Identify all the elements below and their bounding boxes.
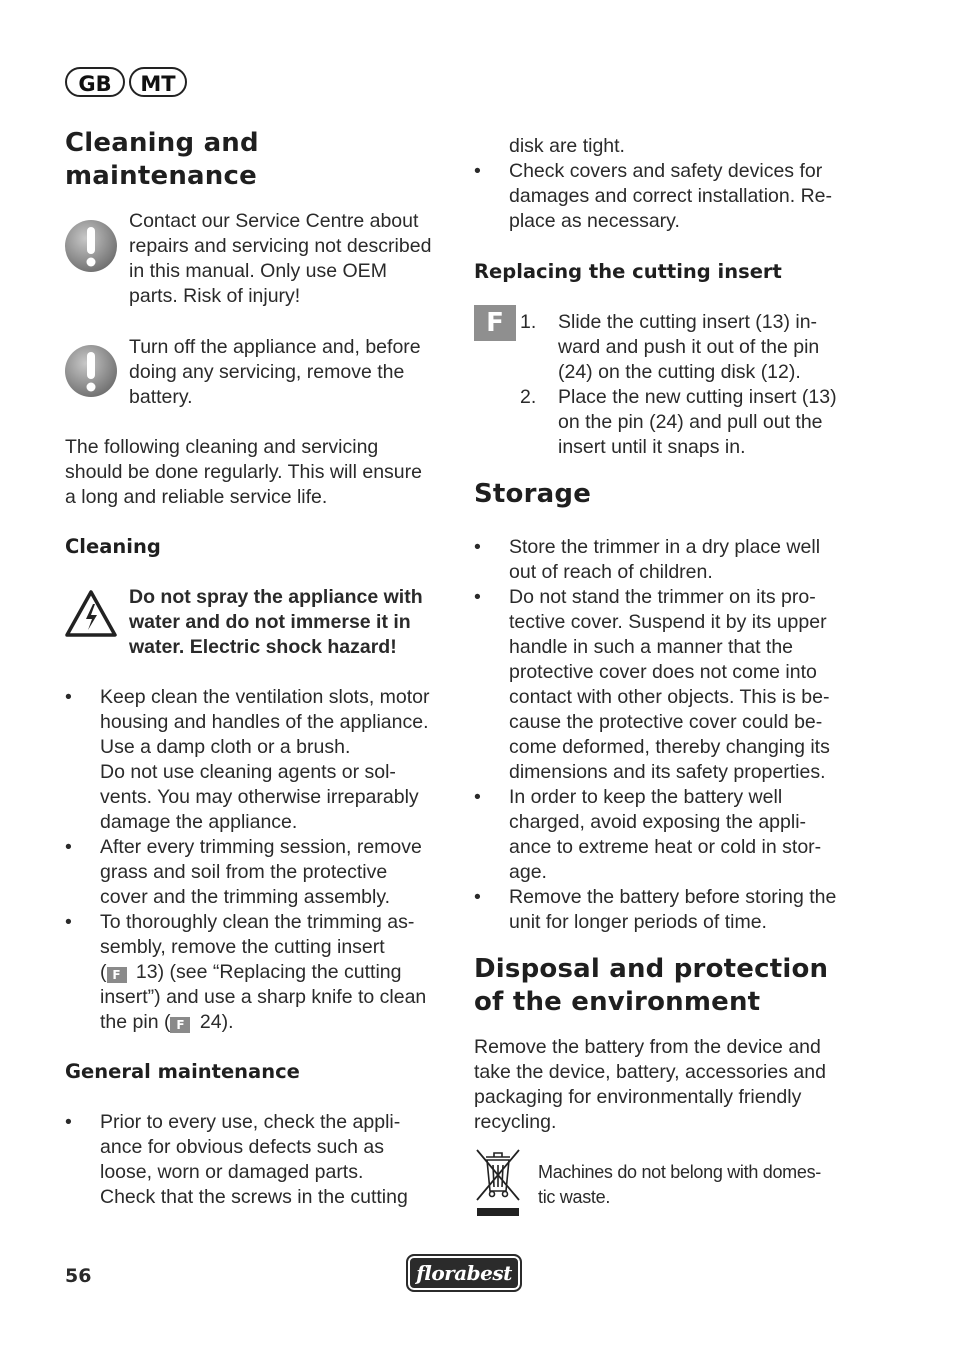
- electric-shock-warning-icon: [64, 589, 118, 639]
- list-item: • Do not stand the trimmer on its pro- tective cover. Suspend it by its upper handle in such a manner that the protective cover does not come into contact with other objects. This is be- cause the protective cover could be- come deformed, thereby changing its dimensions and its safety properties.: [474, 586, 830, 783]
- step-2: 2. Place the new cutting insert (13) on the pin (24) and pull out the insert until it snaps in.: [520, 386, 837, 458]
- bullet-icon: •: [474, 160, 481, 182]
- list-item: • In order to keep the battery well charged, avoid exposing the appli- ance to extreme heat or cold in stor- age.: [474, 786, 822, 883]
- page-number: 56: [65, 1265, 92, 1287]
- list-item: • Store the trimmer in a dry place well out of reach of children.: [474, 536, 821, 583]
- list-item: • After every trimming session, remove grass and soil from the protective cover and the trimming assembly.: [65, 836, 422, 908]
- disposal-paragraph: Remove the battery from the device and take the device, battery, accessories and packaging for environmentally friendly recycling.: [474, 1036, 826, 1133]
- bullet-icon: •: [65, 686, 72, 708]
- warning-oem-parts: Contact our Service Centre about repairs and servicing not described in this manual. Only use OEM parts. Risk of injury!: [129, 210, 432, 307]
- list-item: • Remove the battery before storing the unit for longer periods of time.: [474, 886, 837, 933]
- step-number: 2.: [520, 386, 537, 408]
- figure-f-icon: F: [107, 967, 127, 983]
- crossed-out-bin-icon: [474, 1147, 522, 1217]
- lang-badge-gb: GB: [65, 67, 125, 97]
- bullet-icon: •: [65, 836, 72, 858]
- list-item: • Check covers and safety devices for damages and correct installation. Re- place as necessary.: [474, 160, 832, 232]
- figure-f-icon: F: [474, 305, 516, 341]
- bullet-icon: •: [474, 786, 481, 808]
- bullet-icon: •: [65, 1111, 72, 1133]
- list-item: • Keep clean the ventilation slots, motor housing and handles of the appliance. Use a damp cloth or a brush. Do not use cleaning agents or sol- vents. You may otherwise irreparably damage the appliance.: [65, 686, 430, 833]
- figure-f-icon: F: [170, 1017, 190, 1033]
- shock-hazard-warning: Do not spray the appliance with water and do not immerse it in water. Electric shock hazard!: [129, 586, 423, 658]
- weee-notice: Machines do not belong with domes- tic waste.: [538, 1162, 821, 1207]
- step-number: 1.: [520, 311, 537, 333]
- subheading-cleaning: Cleaning: [65, 535, 161, 558]
- florabest-logo: florabest: [406, 1254, 522, 1292]
- warning-remove-battery: Turn off the appliance and, before doing any servicing, remove the battery.: [129, 336, 421, 408]
- exclamation-warning-icon: [64, 344, 118, 398]
- exclamation-warning-icon: [64, 219, 118, 273]
- bullet-icon: •: [65, 911, 72, 933]
- continued-text: disk are tight.: [509, 135, 625, 157]
- bullet-icon: •: [474, 886, 481, 908]
- subheading-general-maintenance: General maintenance: [65, 1060, 300, 1083]
- step-1: 1. Slide the cutting insert (13) in- ward and push it out of the pin (24) on the cutting disk (12).: [520, 311, 820, 383]
- list-item: • To thoroughly clean the trimming as- sembly, remove the cutting insert ( F 13) (see “Replacing the cutting insert”) and use a sharp knife to clean the pin ( F 24).: [65, 911, 427, 1033]
- bullet-icon: •: [474, 536, 481, 558]
- section-title-storage: Storage: [474, 479, 592, 509]
- section-title-disposal: Disposal and protection of the environment: [474, 954, 829, 1017]
- subheading-replacing-cutting-insert: Replacing the cutting insert: [474, 260, 782, 283]
- list-item: • Prior to every use, check the appli- ance for obvious defects such as loose, worn or damaged parts. Check that the screws in the cutting: [65, 1111, 408, 1208]
- lang-badge-mt: MT: [129, 67, 187, 97]
- section-title-cleaning-maintenance: Cleaning and maintenance: [65, 128, 259, 191]
- bullet-icon: •: [474, 586, 481, 608]
- intro-paragraph: The following cleaning and servicing should be done regularly. This will ensure a long and reliable service life.: [65, 436, 422, 508]
